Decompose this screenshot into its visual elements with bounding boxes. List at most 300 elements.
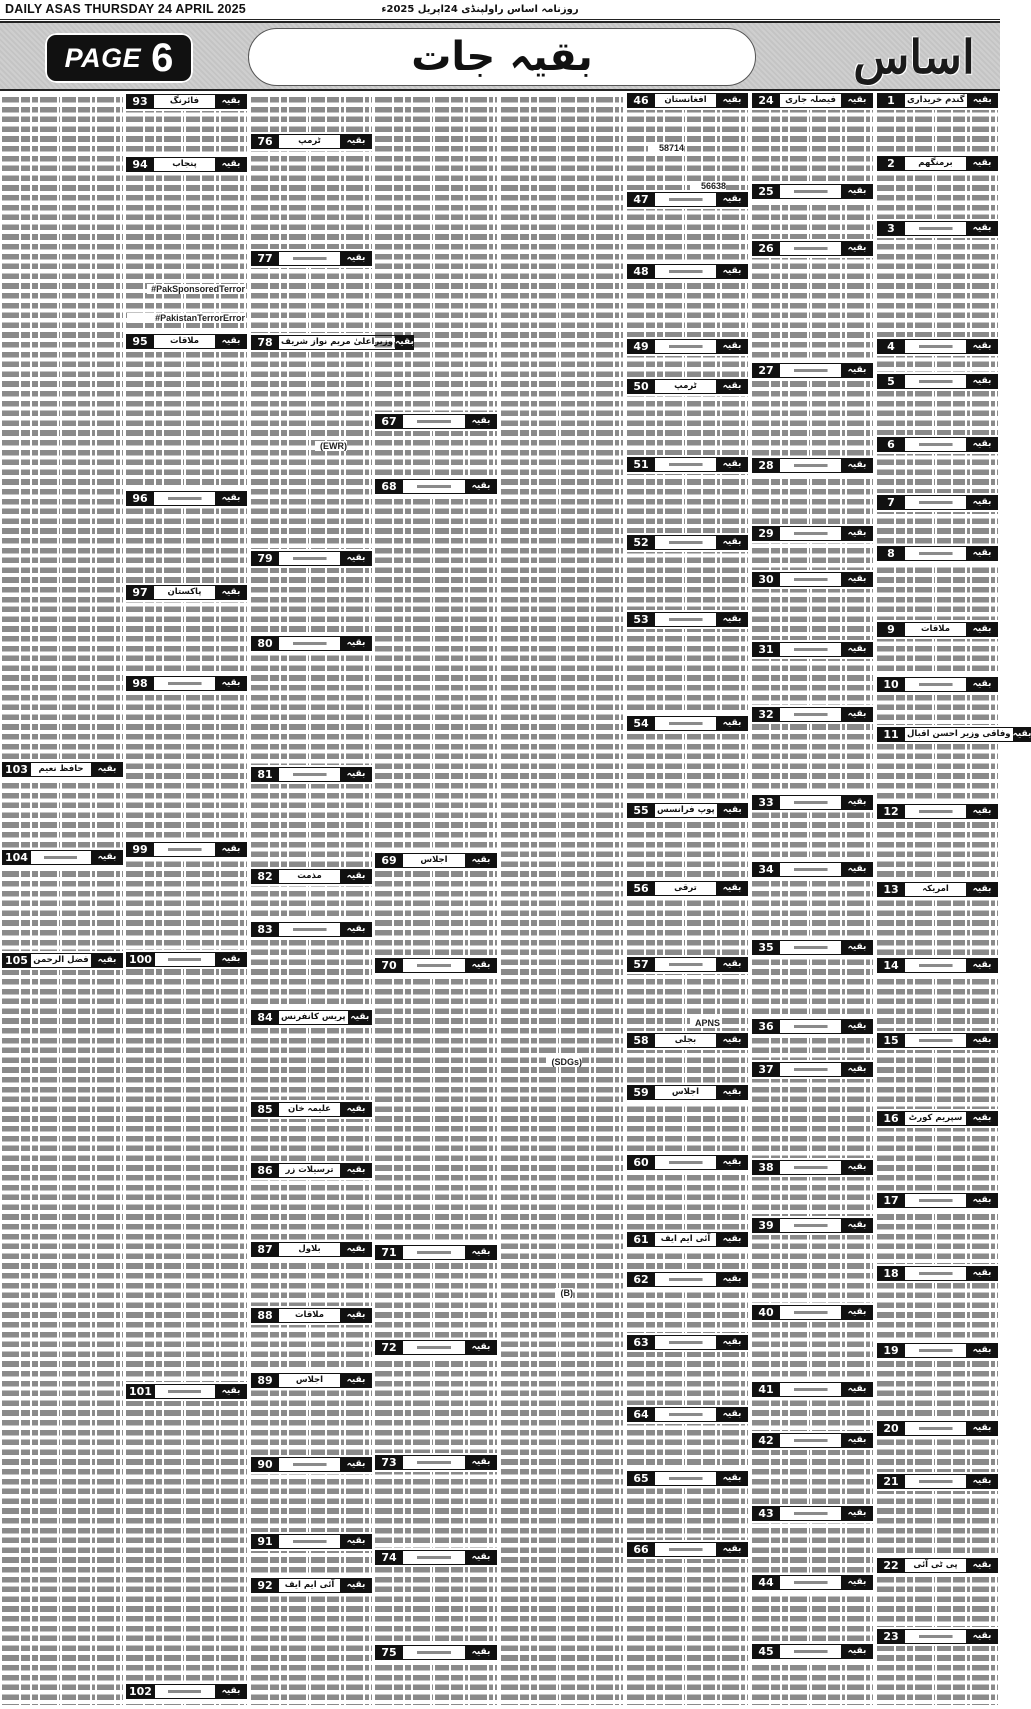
- section-header-53: [627, 612, 748, 627]
- section-title-placeholder: [655, 1155, 716, 1170]
- section-number: 63: [627, 1335, 655, 1350]
- section-header-2: [877, 156, 998, 171]
- section-number: 83: [251, 922, 279, 937]
- section-header-64: [627, 1407, 748, 1422]
- continued-label: بقیہ: [841, 93, 873, 108]
- section-number: 30: [752, 572, 780, 587]
- continued-label: بقیہ: [215, 157, 247, 172]
- section-header-68: [375, 479, 497, 494]
- section-number: 101: [126, 1384, 155, 1399]
- section-title-placeholder: [279, 1534, 340, 1549]
- section-title-placeholder: [403, 414, 465, 429]
- continued-label: بقیہ: [340, 251, 372, 266]
- continued-label: بقیہ: [215, 491, 247, 506]
- section-title-placeholder: [780, 1382, 841, 1397]
- section-title-placeholder: [655, 457, 716, 472]
- section-header-57: [627, 957, 748, 972]
- section-header-48: [627, 264, 748, 279]
- column-text-4: [501, 95, 623, 1705]
- section-number: 68: [375, 479, 403, 494]
- section-number: 31: [752, 642, 780, 657]
- section-title-placeholder: [279, 767, 340, 782]
- section-title-placeholder: [905, 1421, 966, 1436]
- section-number: 2: [877, 156, 905, 171]
- section-title-placeholder: [905, 1033, 966, 1048]
- section-header-51: [627, 457, 748, 472]
- continued-label: بقیہ: [841, 526, 873, 541]
- section-title-placeholder: [31, 850, 91, 865]
- section-title-placeholder: [780, 1644, 841, 1659]
- section-title-placeholder: [780, 707, 841, 722]
- continued-label: بقیہ: [465, 1340, 497, 1355]
- section-header-37: [752, 1062, 873, 1077]
- continued-label: بقیہ: [966, 339, 998, 354]
- section-number: 80: [251, 636, 279, 651]
- continued-label: بقیہ: [841, 1305, 873, 1320]
- inline-text-fragment: (EWR): [315, 441, 347, 451]
- section-header-18: [877, 1266, 998, 1281]
- section-header-47: [627, 192, 748, 207]
- section-title-placeholder: [655, 612, 716, 627]
- section-number: 38: [752, 1160, 780, 1175]
- continued-label: بقیہ: [841, 241, 873, 256]
- section-header-60: [627, 1155, 748, 1170]
- section-number: 23: [877, 1629, 905, 1644]
- section-header-83: [251, 922, 372, 937]
- continued-label: بقیہ: [966, 1474, 998, 1489]
- section-header-19: [877, 1343, 998, 1358]
- continued-label: بقیہ: [215, 334, 247, 349]
- section-number: 36: [752, 1019, 780, 1034]
- section-title-placeholder: [905, 958, 966, 973]
- continued-label: بقیہ: [340, 134, 372, 149]
- section-title-placeholder: [780, 862, 841, 877]
- continued-label: بقیہ: [841, 572, 873, 587]
- section-number: 9: [877, 622, 905, 637]
- section-header-31: [752, 642, 873, 657]
- section-header-75: [375, 1645, 497, 1660]
- continued-label: بقیہ: [215, 952, 247, 967]
- section-number: 76: [251, 134, 279, 149]
- section-title: پاکستان: [154, 585, 215, 600]
- continued-label: بقیہ: [716, 1335, 748, 1350]
- section-title: علیمہ خان: [279, 1102, 340, 1117]
- continued-label: بقیہ: [716, 339, 748, 354]
- section-title-placeholder: [655, 339, 716, 354]
- section-number: 14: [877, 958, 905, 973]
- continued-label: بقیہ: [716, 1155, 748, 1170]
- section-title: وفاقی وزیر احسن اقبال: [905, 727, 1013, 742]
- section-title-placeholder: [279, 251, 340, 266]
- section-header-100: [126, 952, 247, 967]
- section-header-22: [877, 1558, 998, 1573]
- continued-label: بقیہ: [465, 853, 497, 868]
- section-title-placeholder: [780, 363, 841, 378]
- section-header-14: [877, 958, 998, 973]
- section-number: 39: [752, 1218, 780, 1233]
- section-header-59: [627, 1085, 748, 1100]
- section-title: ترسیلات زر: [279, 1163, 340, 1178]
- continued-label: بقیہ: [465, 1455, 497, 1470]
- section-number: 102: [126, 1684, 155, 1699]
- section-title-placeholder: [780, 1160, 841, 1175]
- continued-label: بقیہ: [716, 716, 748, 731]
- section-number: 104: [2, 850, 31, 865]
- section-title-placeholder: [780, 795, 841, 810]
- section-number: 70: [375, 958, 403, 973]
- section-header-84: [251, 1010, 372, 1025]
- section-header-46: [627, 93, 748, 108]
- continued-label: بقیہ: [465, 958, 497, 973]
- section-title-placeholder: [154, 842, 215, 857]
- section-header-94: [126, 157, 247, 172]
- continued-label: بقیہ: [91, 953, 123, 968]
- section-number: 66: [627, 1542, 655, 1557]
- section-header-62: [627, 1272, 748, 1287]
- continued-label: بقیہ: [716, 535, 748, 550]
- section-number: 22: [877, 1558, 905, 1573]
- section-title: آئی ایم ایف: [655, 1232, 716, 1247]
- continued-label: بقیہ: [966, 221, 998, 236]
- continued-label: بقیہ: [966, 374, 998, 389]
- continued-label: بقیہ: [841, 1575, 873, 1590]
- section-number: 99: [126, 842, 154, 857]
- section-title-placeholder: [780, 458, 841, 473]
- section-title-placeholder: [780, 1218, 841, 1233]
- section-title: امریکہ: [905, 882, 966, 897]
- section-header-80: [251, 636, 372, 651]
- section-number: 19: [877, 1343, 905, 1358]
- continued-label: بقیہ: [966, 1343, 998, 1358]
- section-number: 8: [877, 546, 905, 561]
- section-number: 65: [627, 1471, 655, 1486]
- section-header-105: [2, 953, 123, 968]
- section-number: 46: [627, 93, 655, 108]
- inline-text-fragment: #PakistanTerrorError: [127, 313, 245, 323]
- section-title-placeholder: [905, 339, 966, 354]
- continued-label: بقیہ: [841, 1160, 873, 1175]
- section-header-1: [877, 93, 998, 108]
- continued-label: بقیہ: [716, 957, 748, 972]
- section-number: 57: [627, 957, 655, 972]
- continued-label: بقیہ: [841, 363, 873, 378]
- section-number: 72: [375, 1340, 403, 1355]
- section-number: 74: [375, 1550, 403, 1565]
- section-title-placeholder: [155, 1684, 215, 1699]
- continued-label: بقیہ: [716, 1542, 748, 1557]
- section-number: 41: [752, 1382, 780, 1397]
- continued-label: بقیہ: [215, 585, 247, 600]
- section-title-placeholder: [905, 1193, 966, 1208]
- continued-label: بقیہ: [465, 479, 497, 494]
- section-title-placeholder: [279, 922, 340, 937]
- section-number: 85: [251, 1102, 279, 1117]
- section-number: 49: [627, 339, 655, 354]
- section-header-21: [877, 1474, 998, 1489]
- section-header-10: [877, 677, 998, 692]
- section-number: 18: [877, 1266, 905, 1281]
- section-header-87: [251, 1242, 372, 1257]
- section-number: 26: [752, 241, 780, 256]
- section-header-71: [375, 1245, 497, 1260]
- continued-label: بقیہ: [841, 642, 873, 657]
- section-number: 34: [752, 862, 780, 877]
- section-title: سپریم کورٹ: [905, 1111, 966, 1126]
- continued-label: بقیہ: [966, 1033, 998, 1048]
- section-title-placeholder: [905, 677, 966, 692]
- section-number: 71: [375, 1245, 403, 1260]
- section-header-70: [375, 958, 497, 973]
- section-header-55: [627, 803, 748, 818]
- page-number: 6: [151, 35, 174, 80]
- section-title: اجلاس: [279, 1373, 340, 1388]
- continued-label: بقیہ: [340, 1373, 372, 1388]
- continued-label: بقیہ: [465, 1550, 497, 1565]
- section-title: اجلاس: [403, 853, 465, 868]
- section-header-82: [251, 869, 372, 884]
- section-number: 60: [627, 1155, 655, 1170]
- section-title: بلاول: [279, 1242, 340, 1257]
- section-header-54: [627, 716, 748, 731]
- section-number: 5: [877, 374, 905, 389]
- section-title-placeholder: [655, 957, 716, 972]
- section-title-placeholder: [655, 1471, 716, 1486]
- section-title: اجلاس: [655, 1085, 716, 1100]
- section-number: 52: [627, 535, 655, 550]
- continued-label: بقیہ: [215, 676, 247, 691]
- section-title-placeholder: [780, 1433, 841, 1448]
- section-title-placeholder: [905, 437, 966, 452]
- section-number: 73: [375, 1455, 403, 1470]
- section-header-16: [877, 1111, 998, 1126]
- section-title: پی ٹی آئی: [905, 1558, 966, 1573]
- section-header-92: [251, 1578, 372, 1593]
- section-title-placeholder: [780, 1305, 841, 1320]
- section-number: 10: [877, 677, 905, 692]
- section-number: 98: [126, 676, 154, 691]
- continued-label: بقیہ: [395, 335, 414, 350]
- section-number: 1: [877, 93, 905, 108]
- continued-label: بقیہ: [340, 869, 372, 884]
- section-number: 45: [752, 1644, 780, 1659]
- section-number: 94: [126, 157, 154, 172]
- section-header-32: [752, 707, 873, 722]
- section-header-28: [752, 458, 873, 473]
- inline-text-fragment: (SDGs): [546, 1057, 582, 1067]
- section-header-98: [126, 676, 247, 691]
- section-title-placeholder: [403, 479, 465, 494]
- section-header-99: [126, 842, 247, 857]
- continued-label: بقیہ: [841, 1218, 873, 1233]
- section-title-placeholder: [780, 940, 841, 955]
- section-header-34: [752, 862, 873, 877]
- section-header-96: [126, 491, 247, 506]
- section-number: 27: [752, 363, 780, 378]
- section-header-90: [251, 1457, 372, 1472]
- column-text-8: [2, 95, 123, 1705]
- section-title: آئی ایم ایف: [279, 1578, 340, 1593]
- section-header-85: [251, 1102, 372, 1117]
- continued-label: بقیہ: [841, 1506, 873, 1521]
- column-text-1: [877, 95, 998, 1705]
- section-header-41: [752, 1382, 873, 1397]
- section-header-97: [126, 585, 247, 600]
- section-title-placeholder: [155, 952, 215, 967]
- continued-label: بقیہ: [966, 804, 998, 819]
- section-header-74: [375, 1550, 497, 1565]
- section-header-81: [251, 767, 372, 782]
- section-number: 54: [627, 716, 655, 731]
- section-title-placeholder: [655, 264, 716, 279]
- section-header-8: [877, 546, 998, 561]
- section-number: 97: [126, 585, 154, 600]
- section-header-63: [627, 1335, 748, 1350]
- section-header-102: [126, 1684, 247, 1699]
- inline-text-fragment: (B): [555, 1288, 573, 1298]
- section-header-101: [126, 1384, 247, 1399]
- continued-label: بقیہ: [966, 1193, 998, 1208]
- continued-label: بقیہ: [966, 156, 998, 171]
- section-number: 93: [126, 94, 154, 109]
- continued-label: بقیہ: [215, 1384, 247, 1399]
- section-title-placeholder: [655, 535, 716, 550]
- section-number: 105: [2, 953, 31, 968]
- section-title-placeholder: [780, 241, 841, 256]
- section-header-76: [251, 134, 372, 149]
- continued-label: بقیہ: [966, 1266, 998, 1281]
- section-header-49: [627, 339, 748, 354]
- continued-label: بقیہ: [215, 94, 247, 109]
- section-title-placeholder: [905, 495, 966, 510]
- continued-label: بقیہ: [465, 1245, 497, 1260]
- section-header-23: [877, 1629, 998, 1644]
- section-number: 16: [877, 1111, 905, 1126]
- section-title: پریس کانفرنس: [279, 1010, 348, 1025]
- section-header-86: [251, 1163, 372, 1178]
- section-header-56: [627, 881, 748, 896]
- section-title: مذمت: [279, 869, 340, 884]
- continued-label: بقیہ: [340, 1163, 372, 1178]
- section-header-77: [251, 251, 372, 266]
- continued-label: بقیہ: [716, 1272, 748, 1287]
- section-title: پوپ فرانسس: [655, 803, 717, 818]
- section-header-12: [877, 804, 998, 819]
- section-number: 100: [126, 952, 155, 967]
- section-number: 103: [2, 762, 31, 777]
- column-text-2: [752, 95, 873, 1705]
- section-number: 56: [627, 881, 655, 896]
- section-title-placeholder: [279, 551, 340, 566]
- section-header-24: [752, 93, 873, 108]
- section-header-27: [752, 363, 873, 378]
- continued-label: بقیہ: [966, 1421, 998, 1436]
- section-header-93: [126, 94, 247, 109]
- section-header-39: [752, 1218, 873, 1233]
- continued-label: بقیہ: [716, 192, 748, 207]
- inline-text-fragment: 56638: [690, 181, 726, 191]
- continued-label: بقیہ: [716, 881, 748, 896]
- section-number: 92: [251, 1578, 279, 1593]
- urdu-dateline: روزنامہ اساس راولپنڈی 24اپریل 2025ء: [381, 4, 579, 15]
- continued-label: بقیہ: [966, 546, 998, 561]
- section-title-placeholder: [655, 1407, 716, 1422]
- section-header-35: [752, 940, 873, 955]
- section-header-36: [752, 1019, 873, 1034]
- section-header-9: [877, 622, 998, 637]
- newspaper-logo: [832, 26, 996, 88]
- section-header-13: [877, 882, 998, 897]
- continued-label: بقیہ: [348, 1010, 372, 1025]
- continued-label: بقیہ: [967, 93, 998, 108]
- logo-wordmark: اساس: [853, 30, 975, 84]
- continued-label: بقیہ: [841, 458, 873, 473]
- continued-label: بقیہ: [716, 379, 748, 394]
- section-number: 42: [752, 1433, 780, 1448]
- section-header-73: [375, 1455, 497, 1470]
- section-number: 37: [752, 1062, 780, 1077]
- section-header-91: [251, 1534, 372, 1549]
- section-number: 12: [877, 804, 905, 819]
- section-number: 67: [375, 414, 403, 429]
- section-number: 13: [877, 882, 905, 897]
- section-number: 58: [627, 1033, 655, 1048]
- section-header-66: [627, 1542, 748, 1557]
- section-title-placeholder: [655, 716, 716, 731]
- section-header-45: [752, 1644, 873, 1659]
- section-number: 25: [752, 184, 780, 199]
- section-title-placeholder: [905, 221, 966, 236]
- section-header-67: [375, 414, 497, 429]
- continued-label: بقیہ: [340, 551, 372, 566]
- section-number: 64: [627, 1407, 655, 1422]
- section-number: 95: [126, 334, 154, 349]
- section-title-placeholder: [279, 1457, 340, 1472]
- section-header-29: [752, 526, 873, 541]
- section-header-40: [752, 1305, 873, 1320]
- section-header-11: [877, 727, 1031, 742]
- continued-label: بقیہ: [841, 707, 873, 722]
- section-header-6: [877, 437, 998, 452]
- section-title: بجلی: [655, 1033, 716, 1048]
- continued-label: بقیہ: [841, 940, 873, 955]
- section-header-52: [627, 535, 748, 550]
- section-title-placeholder: [279, 636, 340, 651]
- continued-label: بقیہ: [841, 1062, 873, 1077]
- section-title-placeholder: [780, 1062, 841, 1077]
- continued-label: بقیہ: [340, 1308, 372, 1323]
- section-number: 44: [752, 1575, 780, 1590]
- section-title-placeholder: [780, 1019, 841, 1034]
- section-title-placeholder: [905, 1629, 966, 1644]
- section-number: 91: [251, 1534, 279, 1549]
- section-header-20: [877, 1421, 998, 1436]
- continued-label: بقیہ: [966, 495, 998, 510]
- continued-label: بقیہ: [716, 457, 748, 472]
- section-header-15: [877, 1033, 998, 1048]
- continued-label: بقیہ: [716, 1232, 748, 1247]
- section-number: 55: [627, 803, 655, 818]
- continued-label: بقیہ: [716, 1407, 748, 1422]
- section-title-placeholder: [403, 958, 465, 973]
- section-header-65: [627, 1471, 748, 1486]
- section-title: وزیراعلیٰ مریم نواز شریف: [279, 335, 395, 350]
- section-header-25: [752, 184, 873, 199]
- page-number-badge: [45, 33, 193, 83]
- continued-label: بقیہ: [340, 1457, 372, 1472]
- continued-label: بقیہ: [215, 1684, 247, 1699]
- section-title-placeholder: [780, 572, 841, 587]
- continued-label: بقیہ: [716, 1033, 748, 1048]
